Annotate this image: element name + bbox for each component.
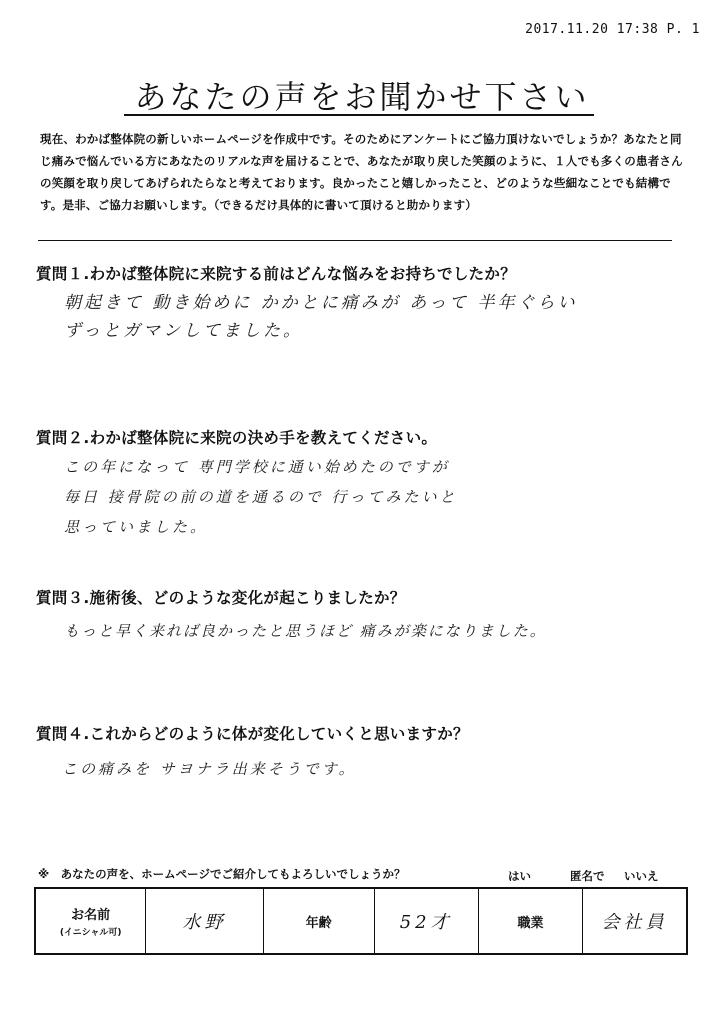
name-value: 水野 [146, 888, 263, 954]
section-divider [38, 240, 672, 241]
respondent-info-table [34, 887, 688, 955]
answer-2-line-1: この年になって 専門学校に通い始めたのですが [64, 458, 450, 476]
answer-3-line-1: もっと早く来れば良かったと思うほど 痛みが楽になりました。 [64, 622, 547, 640]
name-label-cell [35, 888, 146, 954]
name-label: お名前 [71, 908, 111, 923]
intro-paragraph: 現在、わかば整体院の新しいホームページを作成中です。そのためにアンケートにご協力頂けないでしょうか？あなたと同じ痛みで悩んでいる方にあなたのリアルな声を届けることで、あなたが取り戻した笑顔のように、１人でも多くの患者さんの笑顔を取り戻してあげられたらなと考えております。良かったこと嬉しかったこと、どのような些細なことでも結構です。是非、ご協力お願いします。（できるだけ具体的に書いて頂けると助かります） [40, 132, 683, 212]
question-1: 質問１.わかば整体院に来院する前はどんな悩みをお持ちでしたか？ [36, 265, 517, 283]
name-note: (イニシャル可) [59, 928, 122, 938]
answer-4-line-1: この痛みを サヨナラ出来そうです。 [62, 760, 357, 778]
age-value: 52才 [374, 888, 478, 954]
question-2: 質問２.わかば整体院に来院の決め手を教えてください。 [36, 429, 438, 447]
consent-option-no: いいえ [624, 869, 659, 883]
answer-2-line-3: 思っていました。 [64, 518, 209, 536]
question-4: 質問４.これからどのように体が変化していくと思いますか？ [36, 725, 469, 743]
page-title: あなたの声をお聞かせ下さい [134, 78, 590, 116]
question-3: 質問３.施術後、どのような変化が起こりましたか？ [36, 589, 406, 607]
job-value: 会社員 [583, 888, 687, 954]
answer-1-line-2: ずっとガマンしてました。 [64, 321, 303, 341]
age-label: 年齢 [263, 888, 374, 954]
job-label: 職業 [478, 888, 582, 954]
consent-option-yes: はい [508, 869, 531, 883]
answer-2-line-2: 毎日 接骨院の前の道を通るので 行ってみたいと [64, 488, 458, 506]
fax-timestamp: 2017.11.20 17:38 P. 1 [525, 22, 700, 37]
consent-option-anonymous: 匿名で [570, 869, 605, 883]
title-underline [124, 114, 594, 116]
answer-1-line-1: 朝起きて 動き始めに かかとに痛みが あって 半年ぐらい [64, 293, 578, 313]
consent-question: ※ あなたの声を、ホームページでご紹介してもよろしいでしょうか？ [38, 867, 406, 881]
